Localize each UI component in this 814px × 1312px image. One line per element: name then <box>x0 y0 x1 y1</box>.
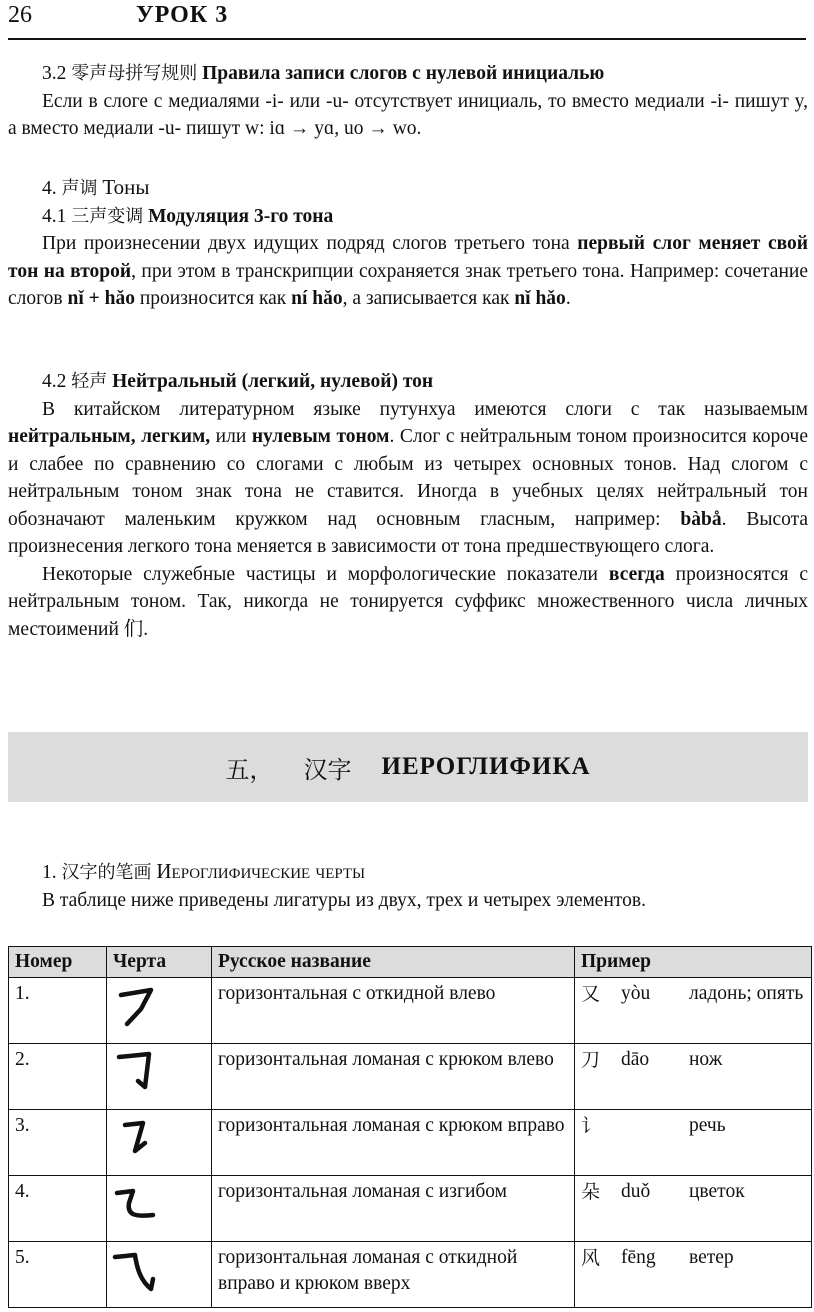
column-header: Номер <box>9 947 107 978</box>
banner-number: 五， <box>225 755 274 784</box>
column-header: Черта <box>107 947 212 978</box>
example-translation: ветер <box>689 1247 734 1268</box>
example-translation: нож <box>689 1049 723 1070</box>
row-number: 1. <box>9 978 107 1044</box>
section-heading: 4. 声调 Тоны <box>42 175 150 199</box>
section-4 <box>8 174 808 313</box>
stroke-name: горизонтальная с откидной влево <box>212 978 575 1044</box>
example-pinyin <box>621 1113 689 1139</box>
example-cell <box>575 1044 812 1110</box>
row-number: 2. <box>9 1044 107 1110</box>
example-hanzi: 讠 <box>581 1115 601 1137</box>
paragraph: В китайском литературном языке путунхуа имеются слоги с так называемым нейтральным, легким, или нулевым тоном. Слог с нейтральным тоном произносится короче и слабее по сравнению со слогами с любым из четырех основных тонов. Над слогом с нейтральным тоном знак тона не ставится. Иногда в учебных целях нейтральный тон обозначают маленьким кружком над основным гласным, например: bàbå. Высота произнесения легкого тона меняется в зависимости от тона предшествующего слога. <box>8 398 809 557</box>
paragraph: При произнесении двух идущих подряд слогов третьего тона первый слог меняет свой тон на второй, при этом в транскрипции сохраняется знак третьего тона. Например: сочетание слогов nǐ + hǎo произносится как ní hǎo, а записывается как nǐ hǎo. <box>8 233 809 309</box>
section-3-2 <box>8 60 808 143</box>
table-row <box>9 1110 812 1176</box>
table-header-row <box>9 947 812 978</box>
stroke-name: горизонтальная ломаная с откидной вправо и крюком вверх <box>212 1242 575 1308</box>
stroke-name: горизонтальная ломаная с изгибом <box>212 1176 575 1242</box>
banner-title: ИЕРОГЛИФИКА <box>381 753 591 780</box>
example-pinyin: dāo <box>621 1049 650 1070</box>
paragraph: В таблице ниже приведены лигатуры из двух, трех и четырех элементов. <box>42 889 646 911</box>
example-translation: ладонь; опять <box>689 983 804 1004</box>
section-heading: 1. 汉字的笔画 Иероглифические черты <box>42 859 366 883</box>
lesson-title: УРОК 3 <box>136 2 229 28</box>
example-pinyin: duǒ <box>621 1181 651 1202</box>
stroke-heng-xie-gou-icon <box>107 1242 212 1308</box>
example-hanzi: 风 <box>581 1247 601 1269</box>
table-row <box>9 1242 812 1308</box>
row-number: 3. <box>9 1110 107 1176</box>
stroke-name: горизонтальная ломаная с крюком влево <box>212 1044 575 1110</box>
example-cell <box>575 978 812 1044</box>
example-hanzi: 又 <box>581 983 601 1005</box>
table-row <box>9 1176 812 1242</box>
section-strokes <box>8 858 808 914</box>
page-header <box>8 2 806 40</box>
strokes-table <box>8 946 812 1308</box>
section-heading: 4.1 三声变调 Модуляция 3-го тона <box>42 205 334 227</box>
stroke-heng-zhe-ti-icon <box>107 1110 212 1176</box>
section-heading: 3.2 零声母拼写规则 Правила записи слогов с нулевой инициалью <box>42 63 605 84</box>
stroke-heng-pie-icon <box>107 978 212 1044</box>
page-number: 26 <box>8 2 32 28</box>
example-translation: речь <box>689 1115 726 1136</box>
example-cell <box>575 1176 812 1242</box>
table-row <box>9 978 812 1044</box>
column-header: Русское название <box>212 947 575 978</box>
example-hanzi: 朵 <box>581 1181 601 1203</box>
example-cell <box>575 1242 812 1308</box>
table-row <box>9 1044 812 1110</box>
section-heading: 4.2 轻声 Нейтральный (легкий, нулевой) тон <box>42 371 434 392</box>
section-4-2 <box>8 368 808 643</box>
example-pinyin: yòu <box>621 983 651 1004</box>
stroke-name: горизонтальная ломаная с крюком вправо <box>212 1110 575 1176</box>
chapter-banner <box>8 732 808 802</box>
row-number: 5. <box>9 1242 107 1308</box>
example-cell <box>575 1110 812 1176</box>
paragraph: Если в слоге с медиалями -i- или -u- отсутствует инициаль, то вместо медиали -i- пишут y, а вместо медиали -u- пишут w: iɑ → yɑ, uo → wo. <box>8 90 808 139</box>
stroke-heng-zhe-wan-icon <box>107 1176 212 1242</box>
row-number: 4. <box>9 1176 107 1242</box>
column-header: Пример <box>575 947 812 978</box>
example-hanzi: 刀 <box>581 1049 601 1071</box>
stroke-heng-zhe-gou-icon <box>107 1044 212 1110</box>
banner-chinese: 汉字 <box>303 755 352 784</box>
example-translation: цветок <box>689 1181 745 1202</box>
example-pinyin: fēng <box>621 1247 656 1268</box>
paragraph: Некоторые служебные частицы и морфологические показатели всегда произносятся с нейтральным тоном. Так, никогда не тонируется суффикс множественного числа личных местоимений 们. <box>8 563 808 640</box>
